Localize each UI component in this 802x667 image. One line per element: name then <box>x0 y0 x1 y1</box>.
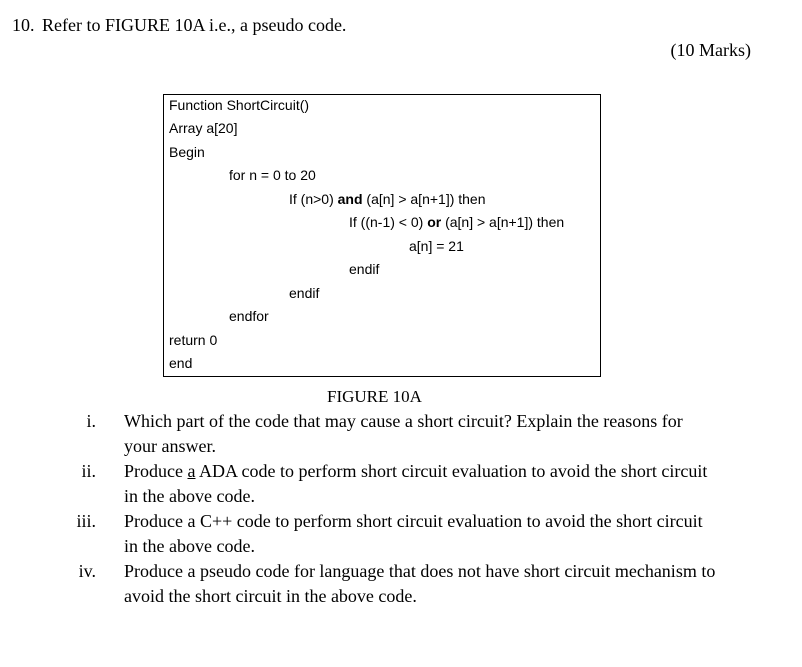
subquestion-text <box>124 409 764 459</box>
code-line-if-and <box>289 190 486 208</box>
subquestion-numeral: iv. <box>78 561 96 581</box>
subquestion-line <box>124 459 764 484</box>
subquestion-text <box>124 509 764 559</box>
code-line-if-or <box>349 213 564 231</box>
keyword-or: or <box>427 214 442 230</box>
subquestion-line: Produce a pseudo code for language that does not have short circuit mechanism to <box>124 561 716 581</box>
question-number: 10. <box>12 15 35 35</box>
subquestion-line: in the above code. <box>124 536 255 556</box>
code-text: (a[n] > a[n+1]) then <box>441 214 565 230</box>
question-marks: (10 Marks) <box>670 40 751 60</box>
subquestion-text <box>124 459 764 509</box>
subquestion-line: Produce a C++ code to perform short circuit evaluation to avoid the short circuit <box>124 511 703 531</box>
code-line-endif-inner: endif <box>349 261 380 277</box>
subquestion-line: your answer. <box>124 436 216 456</box>
subquestion-text <box>124 559 764 609</box>
code-line-endfor: endfor <box>229 308 269 324</box>
subquestion-text-part: Produce <box>124 461 188 481</box>
code-line-return: return 0 <box>169 332 218 348</box>
code-line-assign: a[n] = 21 <box>409 238 464 254</box>
code-line-end: end <box>169 355 193 371</box>
code-text: If ((n-1) < 0) <box>349 214 428 230</box>
subquestion-line: avoid the short circuit in the above code. <box>124 586 417 606</box>
subquestion-text-part: ADA code to perform short circuit evaluation to avoid the short circuit <box>195 461 708 481</box>
figure-caption: FIGURE 10A <box>327 387 422 406</box>
subquestion-line: Which part of the code that may cause a short circuit? Explain the reasons for <box>124 411 683 431</box>
code-line-array: Array a[20] <box>169 120 238 136</box>
code-line-endif-outer: endif <box>289 285 320 301</box>
subquestion-line: in the above code. <box>124 486 255 506</box>
question-text: Refer to FIGURE 10A i.e., a pseudo code. <box>42 15 347 35</box>
keyword-and: and <box>337 191 363 207</box>
question-header <box>12 14 346 36</box>
subquestion-numeral: ii. <box>81 461 96 481</box>
code-line-for: for n = 0 to 20 <box>229 167 316 183</box>
pseudo-code-box <box>163 94 601 377</box>
subquestion-numeral: i. <box>86 411 96 431</box>
code-text: If (n>0) <box>289 191 338 207</box>
code-text: (a[n] > a[n+1]) then <box>362 191 486 207</box>
underlined-word: a <box>187 461 196 481</box>
code-line-function: Function ShortCircuit() <box>169 97 310 113</box>
subquestion-numeral: iii. <box>76 511 96 531</box>
code-line-begin: Begin <box>169 144 205 160</box>
